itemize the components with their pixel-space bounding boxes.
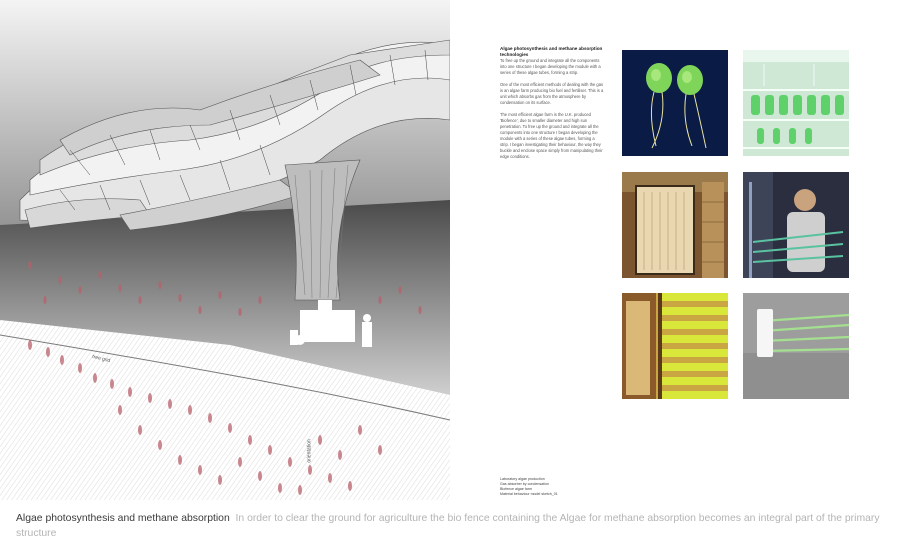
photo-algae-lab-shelves	[743, 50, 849, 156]
caption-3: Biofence algae farm	[500, 487, 532, 491]
photo-captions	[500, 477, 620, 497]
paragraph-1: To free up the ground and integrate all the components into one structure I began developing the module with a series of these algae tubes, forming a strip.	[500, 58, 601, 75]
paragraph-3: The most efficient algae farm is the U.K. produced 'Biofence', due to smaller diameter and high sun penetration. To free up the ground and integrate all the components into one structure I began developing the module with a series of these algae tubes, forming a strip. I began investigating their behaviour, the way they buckle and enclose space simply from manipulating their edge conditions.	[500, 112, 603, 159]
paragraph-2: One of the most efficient methods of dealing with the gas is an algae farm producing bio fuel and fertiliser. This is a unit which absorbs gas from the atmosphere by condensation on its surface.	[500, 82, 604, 105]
page-footer	[16, 511, 886, 541]
footer-body: In order to clear the ground for agriculture the bio fence containing the Algae for methane absorption becomes an integral part of the primary structure	[16, 513, 880, 539]
footer-title: Algae photosynthesis and methane absorption	[16, 513, 230, 524]
caption-2: Gas absorber by condensation	[500, 482, 549, 486]
terrain-label: tree grid	[91, 353, 111, 365]
photo-algae-cells	[622, 50, 728, 156]
pavilion-drawing	[0, 0, 450, 500]
pavilion-rendering	[0, 0, 450, 500]
caption-4: Material behaviour model sketch_01	[500, 492, 558, 496]
orientation-label: orientation	[306, 439, 313, 463]
description-column	[500, 46, 604, 166]
photo-researcher-with-tubes	[743, 172, 849, 278]
section-heading: Algae photosynthesis and methane absorption technologies	[500, 46, 603, 57]
photo-gas-absorber-unit	[622, 172, 728, 278]
photo-material-model	[743, 293, 849, 399]
photo-yellow-algae-tubes	[622, 293, 728, 399]
caption-1: Laboratory algae production	[500, 477, 545, 481]
